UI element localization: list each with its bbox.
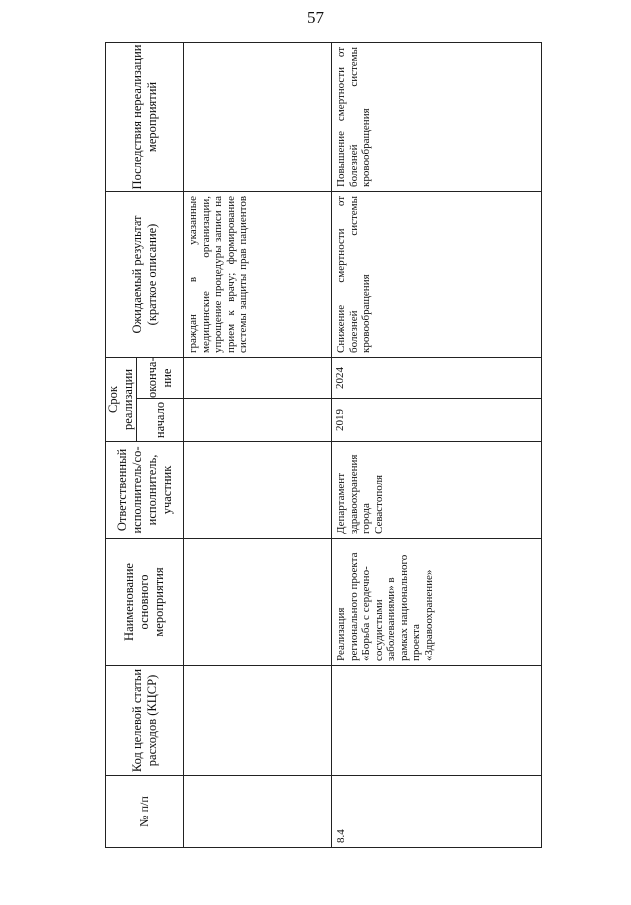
- header-num: № п/п: [106, 776, 184, 848]
- header-kcsr: Код целевой статьи расходов (КЦСР): [106, 666, 184, 776]
- header-period-end: оконча-ние: [137, 357, 184, 398]
- row-consequences: [184, 42, 332, 191]
- row-kcsr: [184, 666, 332, 776]
- row-name: [184, 539, 332, 666]
- row-num: 8.4: [332, 776, 542, 848]
- row-end: [184, 357, 332, 398]
- rotated-table: [105, 43, 542, 848]
- row-result: граждан в указанные медицинские организации, упрощение процедуры записи на прием к врачу; формирование системы защиты прав пациентов: [184, 191, 332, 357]
- row-consequences: Повышение смертности от болезней системы кровообращения: [332, 42, 542, 191]
- header-name: Наименование основного мероприятия: [106, 539, 184, 666]
- header-row: [106, 42, 137, 847]
- row-end: 2024: [332, 357, 542, 398]
- header-period: Срок реализации: [106, 357, 137, 441]
- row-responsible: Департамент здравоохранения города Севастополя: [332, 442, 542, 539]
- measures-table: [105, 42, 542, 848]
- header-consequences: Последствия нереализации мероприятий: [106, 42, 184, 191]
- table-row: [184, 42, 332, 847]
- row-num: [184, 776, 332, 848]
- row-start: 2019: [332, 399, 542, 442]
- table-row: [332, 42, 542, 847]
- header-responsible: Ответственный исполнитель/со-исполнитель, участник: [106, 442, 184, 539]
- row-start: [184, 399, 332, 442]
- row-name: Реализация регионального проекта «Борьба с сердечно-сосудистыми заболеваниями» в рамках национального проекта «Здравоохранение»: [332, 539, 542, 666]
- header-result: Ожидаемый результат (краткое описание): [106, 191, 184, 357]
- row-kcsr: [332, 666, 542, 776]
- page-number: 57: [307, 8, 324, 27]
- row-result: Снижение смертности от болезней системы кровообращения: [332, 191, 542, 357]
- header-period-start: начало: [137, 399, 184, 442]
- row-responsible: [184, 442, 332, 539]
